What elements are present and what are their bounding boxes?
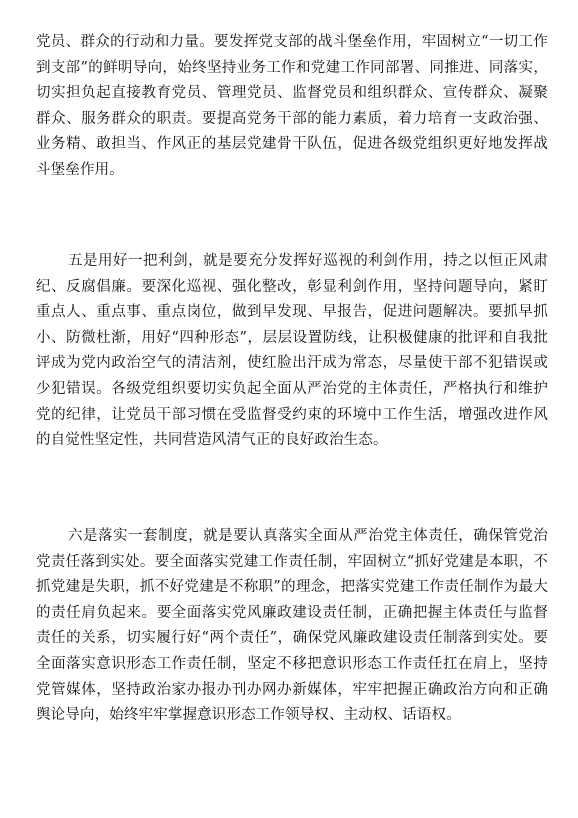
paragraph-responsibility-system: 六是落实一套制度，就是要认真落实全面从严治党主体责任，确保管党治党责任落到实处。要全面落实党建工作责任制，牢固树立“抓好党建是本职，不抓党建是失职，抓不好党建是不称职”的理念，把落实党建工作责任制作为最大的责任肩负起来。要全面落实党风廉政建设责任制，正确把握主体责任与监督责任的关系，切实履行好“两个责任”，确保党风廉政建设责任制落到实处。要全面落实意识形态工作责任制，坚定不移把意识形态工作责任扛在肩上，坚持党管媒体，坚持政治家办报办刊办网办新媒体，牢牢把握正确政治方向和正确舆论导向，始终牢牢掌握意识形态工作领导权、主动权、话语权。 bbox=[36, 528, 548, 724]
paragraph-inspection-sword: 五是用好一把利剑，就是要充分发挥好巡视的利剑作用，持之以恒正风肃纪、反腐倡廉。要深化巡视、强化整改，彰显利剑作用，坚持问题导向，紧盯重点人、重点事、重点岗位，做到早发现、早报告，促进问题解决。要抓早抓小、防微杜渐，用好“四种形态”，层层设置防线，让积极健康的批评和自我批评成为党内政治空气的清洁剂，使红脸出汗成为常态，尽量使干部不犯错误或少犯错误。各级党组织要切实负起全面从严治党的主体责任，严格执行和维护党的纪律，让党员干部习惯在受监督受约束的环境中工作生活，增强改进作风的自觉性坚定性，共同营造风清气正的良好政治生态。 bbox=[36, 253, 548, 449]
paragraph-continuation: 党员、群众的行动和力量。要发挥党支部的战斗堡垒作用，牢固树立“一切工作到支部”的鲜明导向，始终坚持业务工作和党建工作同部署、同推进、同落实，切实担负起直接教育党员、管理党员、监督党员和组织群众、宣传群众、凝聚群众、服务群众的职责。要提高党务干部的能力素质，着力培育一支政治强、业务精、敢担当、作风正的基层党建骨干队伍，促进各级党组织更好地发挥战斗堡垒作用。 bbox=[36, 34, 548, 178]
